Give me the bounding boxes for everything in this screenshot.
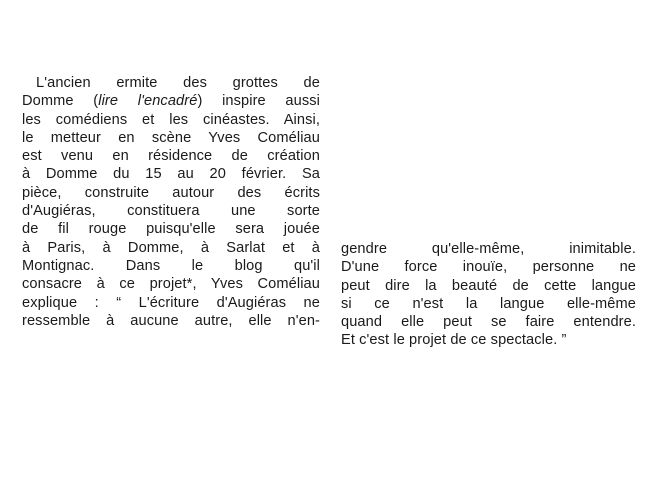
- text-line: explique : “ L'écriture d'Augiéras ne: [22, 294, 320, 311]
- text-line: consacre à ce projet*, Yves Coméliau: [22, 276, 320, 293]
- article-left-column: [22, 74, 320, 330]
- text-line: à Domme du 15 au 20 février. Sa: [22, 166, 320, 183]
- article-right-column: [341, 240, 636, 350]
- text-line: D'une force inouïe, personne ne: [341, 259, 636, 276]
- text-line: Montignac. Dans le blog qu'il: [22, 257, 320, 274]
- text-fragment: Domme (: [22, 93, 99, 110]
- text-line: si ce n'est la langue elle-même: [341, 295, 636, 312]
- italic-reference: lire l'encadré: [98, 93, 198, 110]
- text-line: d'Augiéras, constituera une sorte: [22, 203, 320, 220]
- text-line: [22, 92, 320, 110]
- text-line: peut dire la beauté de cette langue: [341, 277, 636, 294]
- text-line: gendre qu'elle-même, inimitable.: [341, 241, 636, 257]
- text-line: le metteur en scène Yves Coméliau: [22, 129, 320, 146]
- text-line: est venu en résidence de création: [22, 148, 320, 165]
- text-line: pièce, construite autour des écrits: [22, 184, 320, 201]
- text-line: à Paris, à Domme, à Sarlat et à: [22, 239, 320, 256]
- text-line: L'ancien ermite des grottes de: [36, 75, 320, 91]
- text-line: Et c'est le projet de ce spectacle. ”: [341, 332, 567, 349]
- text-fragment: ) inspire aussi: [197, 93, 321, 110]
- text-line: ressemble à aucune autre, elle n'en-: [22, 312, 320, 329]
- text-line: quand elle peut se faire entendre.: [341, 314, 636, 331]
- text-line: de fil rouge puisqu'elle sera jouée: [22, 221, 320, 238]
- text-line: les comédiens et les cinéastes. Ainsi,: [22, 111, 320, 128]
